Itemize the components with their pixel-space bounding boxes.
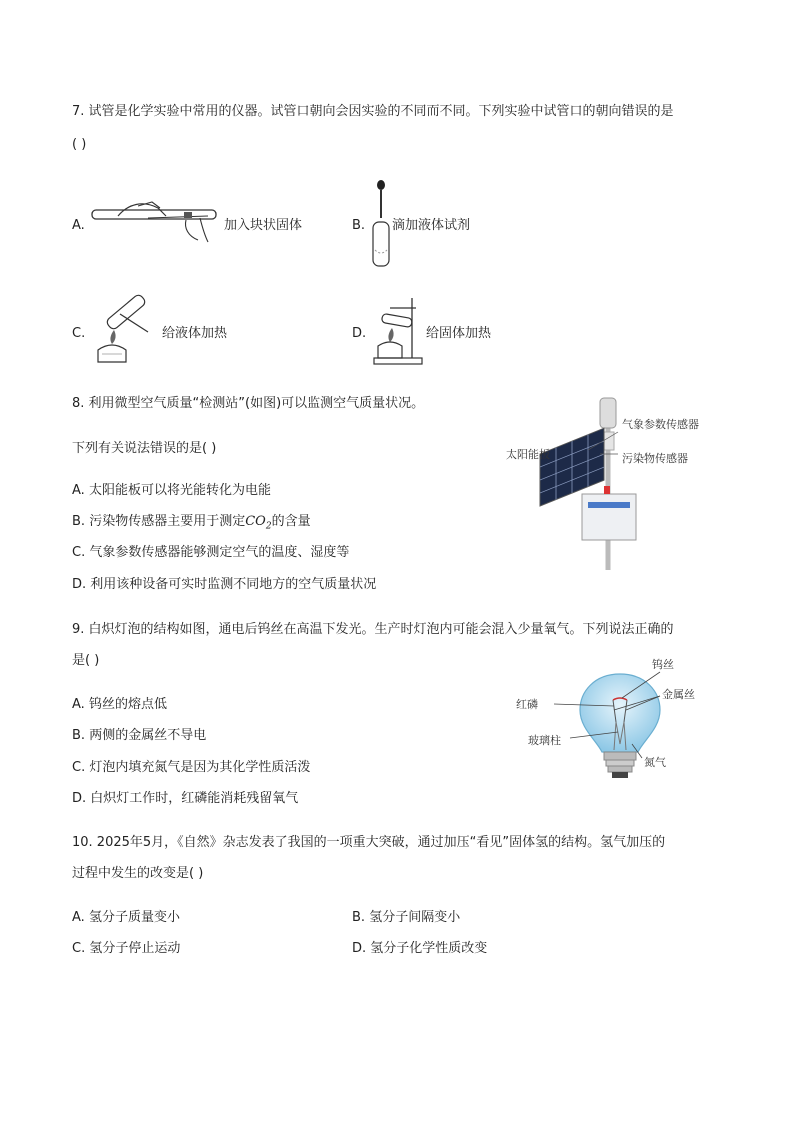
q9-option-c: C. 灯泡内填充氮气是因为其化学性质活泼: [72, 760, 311, 775]
q7-figure-d-heating-solid-icon: [372, 294, 424, 366]
q9-option-b: B. 两侧的金属丝不导电: [72, 728, 207, 743]
q8-formula-co2: $CO_2$: [245, 514, 272, 532]
q10-option-a: A. 氢分子质量变小: [72, 910, 180, 925]
q8-option-c: C. 气象参数传感器能够测定空气的温度、湿度等: [72, 545, 350, 560]
q9-stem-line1: 9. 白炽灯泡的结构如图，通电后钨丝在高温下发光。生产时灯泡内可能会混入少量氧气。下列说法正确的: [72, 622, 674, 637]
q9-option-a: A. 钨丝的熔点低: [72, 697, 167, 712]
q8-option-d: D. 利用该种设备可实时监测不同地方的空气质量状况: [72, 577, 377, 592]
q8-label-weather-sensor: 气象参数传感器: [622, 418, 699, 431]
q8-label-pollutant-sensor: 污染物传感器: [622, 452, 688, 465]
q7-figure-a-tweezers-icon: [88, 196, 222, 248]
q9-label-nitrogen: 氮气: [644, 756, 666, 769]
q9-stem-line2: 是( ): [72, 653, 100, 668]
q9-light-bulb-figure: [510, 652, 720, 788]
q7-option-a-key: A.: [72, 218, 85, 233]
q10-stem-line1: 10. 2025年5月，《自然》杂志发表了我国的一项重大突破，通过加压“看见”固体氢的结构。氢气加压的: [72, 835, 666, 850]
q7-option-c-key: C.: [72, 326, 86, 341]
q9-option-d: D. 白炽灯工作时，红磷能消耗残留氧气: [72, 791, 299, 806]
q7-option-d-text: 给固体加热: [426, 326, 492, 341]
q7-option-b-key: B.: [352, 218, 366, 233]
q10-option-d: D. 氢分子化学性质改变: [352, 941, 488, 956]
q10-option-b: B. 氢分子间隔变小: [352, 910, 461, 925]
q7-stem-line2: ( ): [72, 137, 87, 152]
q7-option-d-key: D.: [352, 326, 367, 341]
q7-option-a-text: 加入块状固体: [224, 218, 303, 233]
q8-air-station-figure: [500, 392, 720, 572]
q8-option-b: B. 污染物传感器主要用于测定$CO_2$的含量: [72, 514, 311, 532]
q10-stem-line2: 过程中发生的改变是( ): [72, 866, 204, 881]
q8-label-solar-panel: 太阳能板: [506, 448, 550, 461]
q8-option-a: A. 太阳能板可以将光能转化为电能: [72, 483, 271, 498]
q7-figure-c-heating-liquid-icon: [90, 292, 160, 368]
q10-option-c: C. 氢分子停止运动: [72, 941, 181, 956]
q8-stem-line2: 下列有关说法错误的是( ): [72, 441, 217, 456]
q9-label-metal-wire: 金属丝: [662, 688, 695, 701]
q9-label-tungsten: 钨丝: [652, 658, 674, 671]
q7-option-c-text: 给液体加热: [162, 326, 228, 341]
q7-figure-b-dropper-tube-icon: [368, 178, 394, 270]
q8-stem-line1: 8. 利用微型空气质量“检测站”(如图)可以监测空气质量状况。: [72, 396, 425, 411]
q9-label-glass-column: 玻璃柱: [528, 734, 561, 747]
q7-option-b-text: 滴加液体试剂: [392, 218, 471, 233]
q9-label-red-phosphorus: 红磷: [516, 698, 538, 711]
q7-stem-line1: 7. 试管是化学实验中常用的仪器。试管口朝向会因实验的不同而不同。下列实验中试管口的朝向错误的是: [72, 104, 674, 119]
